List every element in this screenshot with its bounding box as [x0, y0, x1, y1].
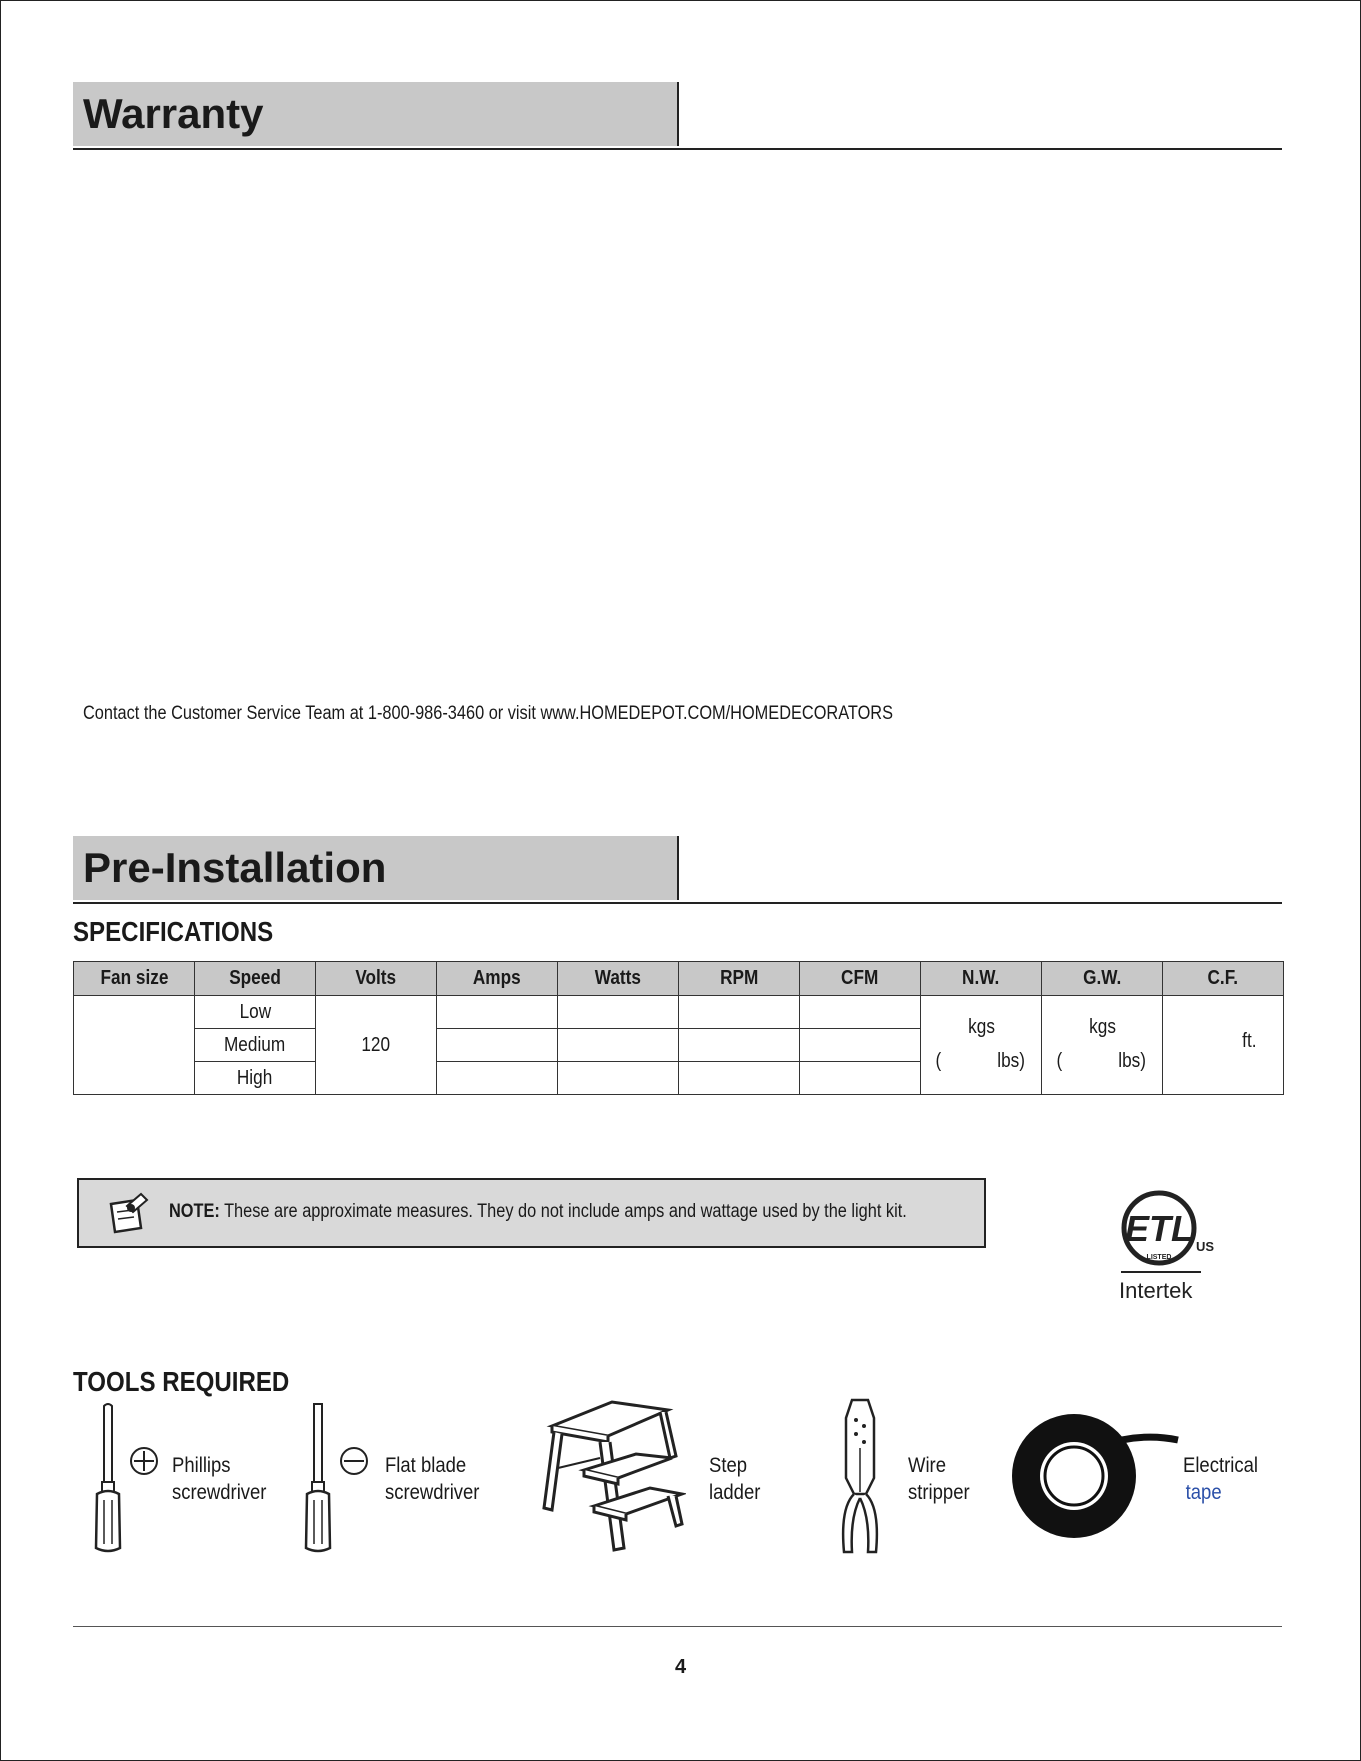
note-box	[77, 1178, 986, 1248]
nw-lbs-unit: lbs)	[997, 1050, 1025, 1072]
watts-high	[558, 1062, 679, 1095]
cf-cell	[1163, 996, 1284, 1095]
warranty-header	[73, 82, 1282, 150]
warranty-title: Warranty	[83, 90, 264, 137]
gw-lbs-unit: lbs)	[1118, 1050, 1146, 1072]
warranty-title-box	[73, 82, 679, 146]
electrical-tape-icon	[1010, 1412, 1180, 1540]
cfm-high	[800, 1062, 921, 1095]
header-rpm: RPM	[679, 962, 800, 996]
nw-kgs-unit: kgs	[968, 1016, 995, 1038]
header-amps: Amps	[437, 962, 558, 996]
fan-size-cell	[74, 996, 195, 1095]
nw-cell	[921, 996, 1042, 1095]
gw-paren: (	[1056, 1050, 1063, 1072]
header-watts: Watts	[558, 962, 679, 996]
amps-medium	[437, 1029, 558, 1062]
cf-unit: ft.	[1242, 1030, 1257, 1052]
specifications-table	[73, 961, 1284, 1095]
gw-cell	[1042, 996, 1163, 1095]
header-gw: G.W.	[1042, 962, 1163, 996]
tools-heading: TOOLS REQUIRED	[73, 1366, 290, 1397]
amps-high	[437, 1062, 558, 1095]
preinstall-title: Pre-Installation	[83, 844, 387, 891]
amps-low	[437, 996, 558, 1029]
cert-company-name: Intertek	[1119, 1278, 1193, 1303]
note-body: These are approximate measures. They do not include amps and wattage used by the light kit.	[219, 1201, 907, 1222]
tool-label-step-ladder: Step ladder	[709, 1454, 761, 1504]
preinstall-title-box	[73, 836, 679, 900]
page-number: 4	[674, 1656, 687, 1678]
etl-listed-text: LISTED	[1146, 1254, 1172, 1261]
table-header-row	[74, 962, 1284, 996]
header-nw: N.W.	[921, 962, 1042, 996]
tool-label-phillips: Phillips screwdriver	[172, 1454, 267, 1504]
header-cf: C.F.	[1163, 962, 1284, 996]
etl-us-text: US	[1195, 1239, 1215, 1254]
etl-mark-letters: ETL	[1125, 1208, 1193, 1249]
speed-medium: Medium	[195, 1029, 316, 1062]
watts-low	[558, 996, 679, 1029]
phillips-head-icon	[129, 1446, 159, 1476]
preinstall-header	[73, 836, 1282, 904]
nw-paren: (	[935, 1050, 942, 1072]
note-text	[169, 1201, 907, 1223]
cfm-medium	[800, 1029, 921, 1062]
tool-label-flat-blade: Flat blade screwdriver	[385, 1454, 480, 1504]
header-speed: Speed	[195, 962, 316, 996]
header-fan-size: Fan size	[74, 962, 195, 996]
gw-kgs-unit: kgs	[1089, 1016, 1116, 1038]
flat-head-icon	[339, 1446, 369, 1476]
note-label: NOTE:	[169, 1201, 220, 1222]
speed-high: High	[195, 1062, 316, 1095]
table-row	[74, 996, 1284, 1029]
header-volts: Volts	[316, 962, 437, 996]
footer-rule	[73, 1626, 1282, 1627]
phillips-screwdriver-icon	[88, 1402, 128, 1554]
step-ladder-icon	[540, 1398, 686, 1556]
rpm-low	[679, 996, 800, 1029]
rpm-high	[679, 1062, 800, 1095]
contact-text: Contact the Customer Service Team at 1-800-986-3460 or visit www.HOMEDEPOT.COM/HOMEDECORATORS	[83, 703, 893, 724]
header-cfm: CFM	[800, 962, 921, 996]
rpm-medium	[679, 1029, 800, 1062]
tool-label-wire-stripper: Wire stripper	[908, 1454, 970, 1504]
flat-blade-screwdriver-icon	[298, 1402, 338, 1554]
cfm-low	[800, 996, 921, 1029]
speed-low: Low	[195, 996, 316, 1029]
specifications-heading: SPECIFICATIONS	[73, 916, 274, 947]
tool-label-electrical-tape: Electrical tape	[1183, 1454, 1258, 1504]
watts-medium	[558, 1029, 679, 1062]
note-icon	[107, 1192, 151, 1234]
volts-cell: 120	[316, 996, 437, 1095]
wire-stripper-icon	[830, 1398, 890, 1556]
